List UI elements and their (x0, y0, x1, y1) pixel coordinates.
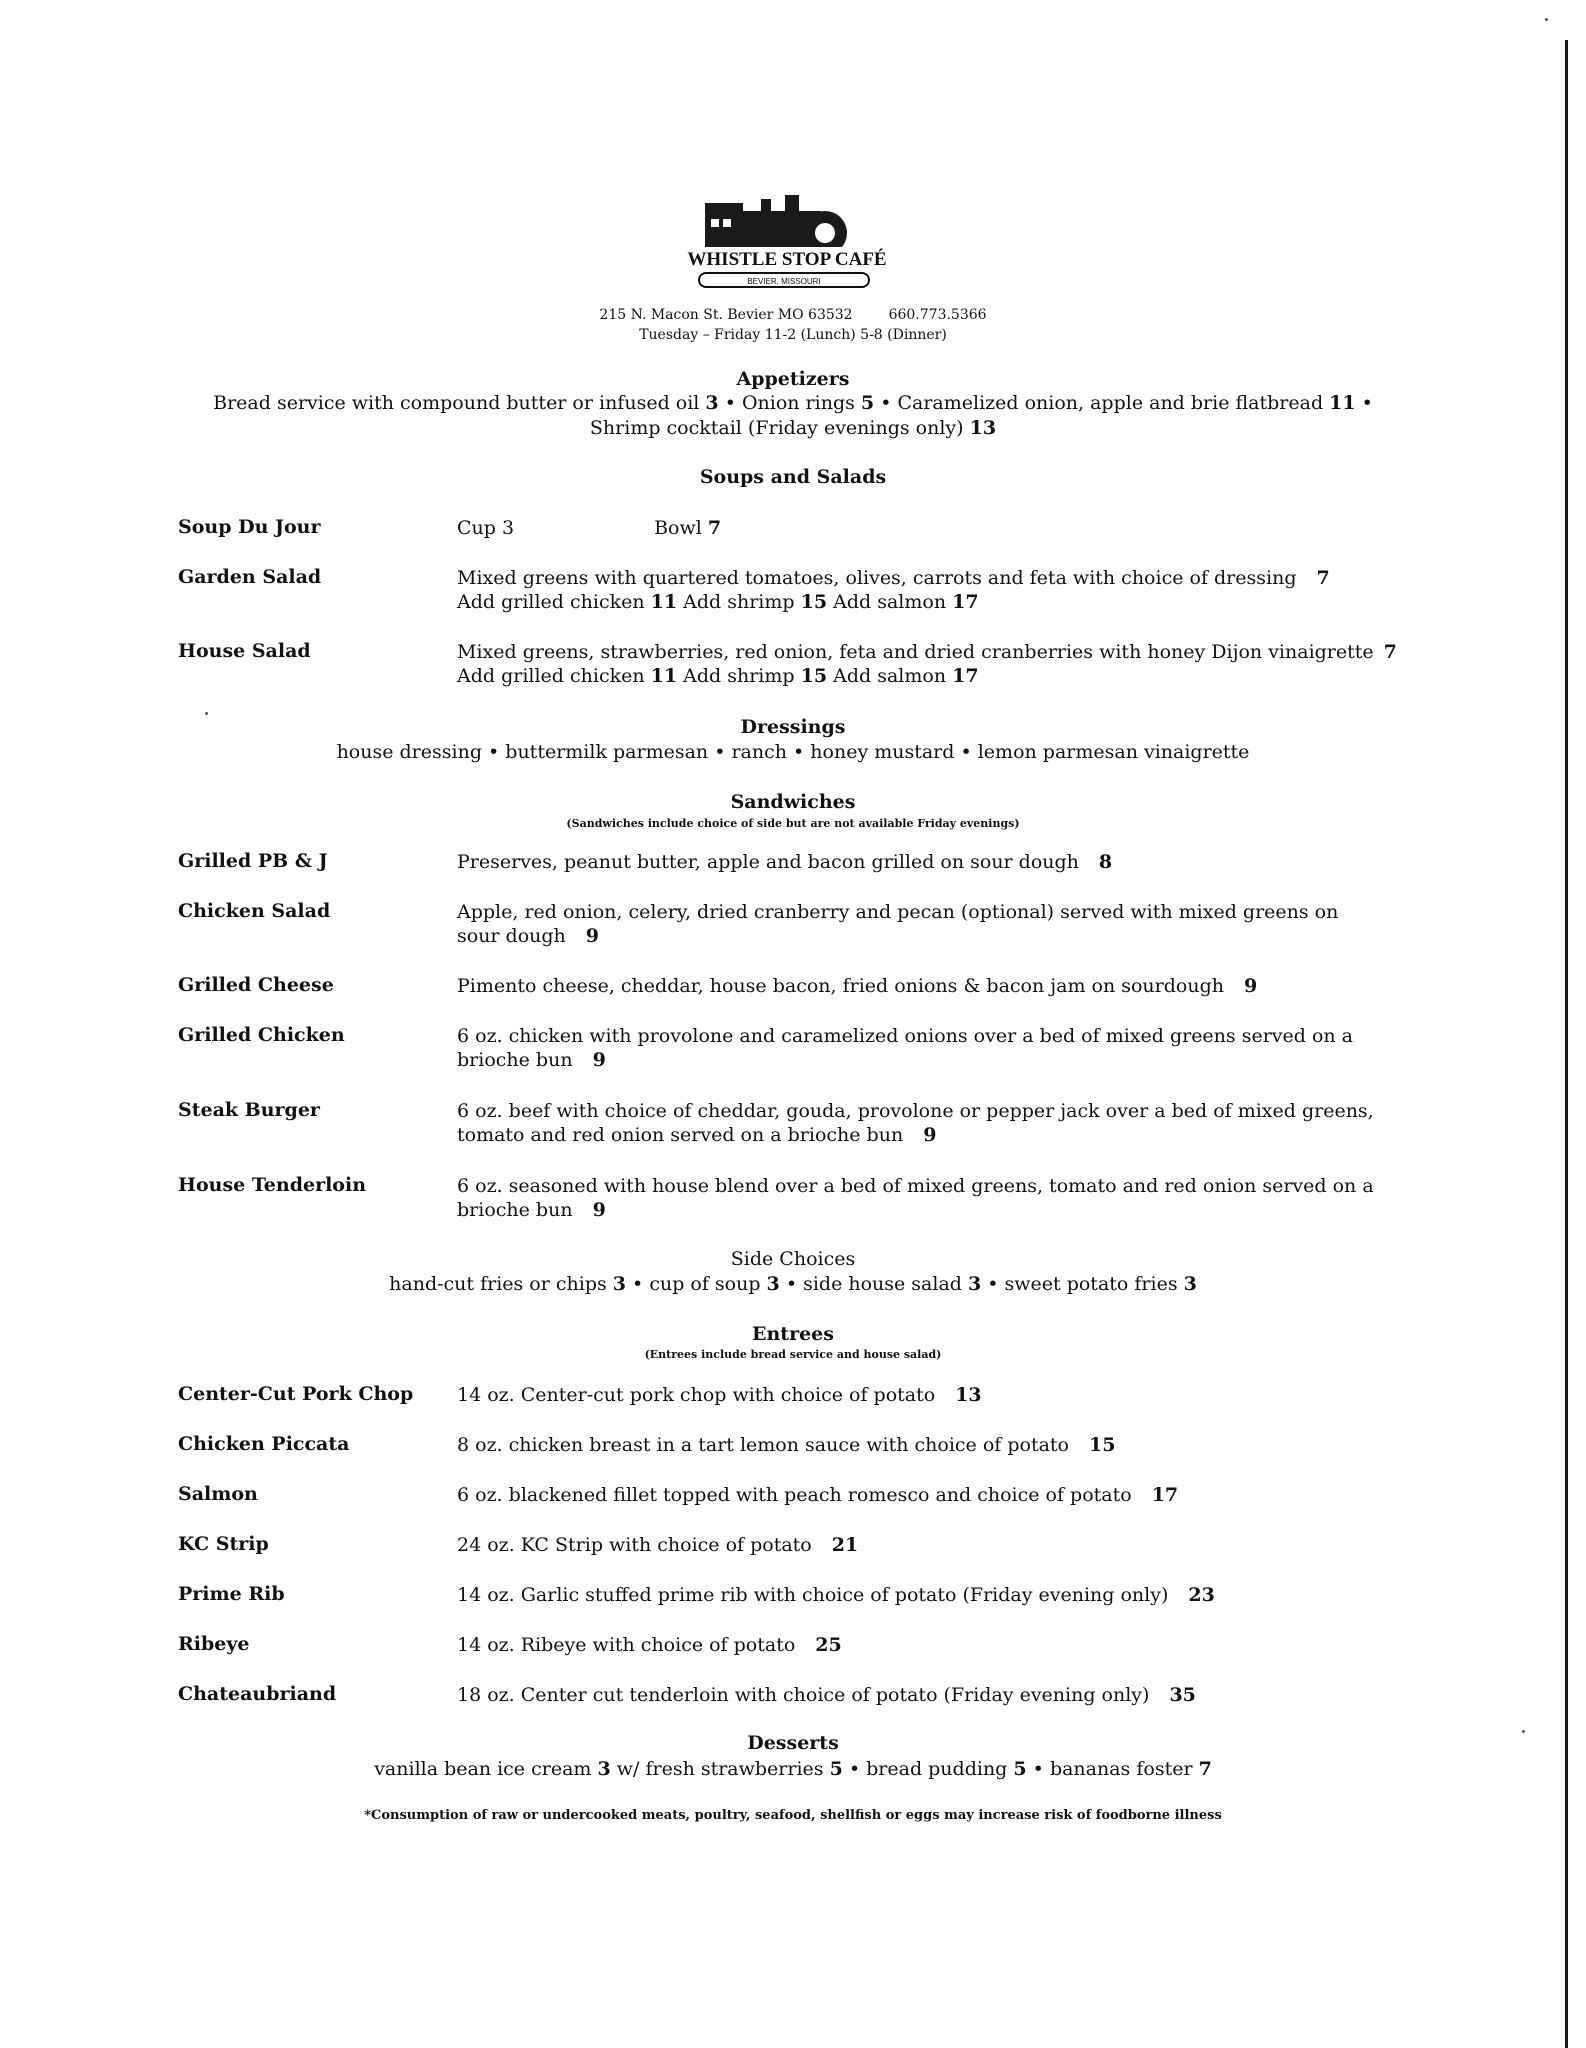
menu-item-name: Prime Rib (178, 1583, 285, 1605)
menu-item-name: House Tenderloin (178, 1174, 367, 1196)
menu-item-name: Salmon (178, 1483, 258, 1505)
sides-list: hand-cut fries or chips 3 • cup of soup 3 • side house salad 3 • sweet potato fries 3 (389, 1273, 1197, 1295)
menu-item-desc: 6 oz. beef with choice of cheddar, gouda, provolone or pepper jack over a bed of mixed greens, tomato and red onion served on a brioche bun 9 (457, 1100, 1374, 1146)
logo-subtitle: BEVIER, MISSOURI (747, 277, 821, 286)
garden-salad-name: Garden Salad (178, 566, 322, 588)
address-line (0, 307, 1586, 323)
soup-prices: Cup 3 Bowl 7 (457, 517, 722, 539)
train-logo (665, 185, 905, 295)
appetizers-line-1: Bread service with compound butter or infused oil 3 • Onion rings 5 • Caramelized onion, apple and brie flatbread 11 • (213, 392, 1373, 414)
menu-item-desc: 6 oz. chicken with provolone and caramelized onions over a bed of mixed greens served on a brioche bun 9 (457, 1025, 1354, 1071)
sandwiches-title: Sandwiches (730, 791, 856, 813)
house-salad-name: House Salad (178, 640, 311, 662)
menu-item-desc: 6 oz. seasoned with house blend over a bed of mixed greens, tomato and red onion served on a brioche bun 9 (457, 1175, 1374, 1221)
menu-item-desc: 14 oz. Garlic stuffed prime rib with choice of potato (Friday evening only) 23 (457, 1584, 1215, 1606)
entrees-title: Entrees (752, 1323, 834, 1345)
food-safety-warning: *Consumption of raw or undercooked meats, poultry, seafood, shellfish or eggs may increase risk of foodborne illness (364, 1808, 1222, 1823)
menu-item-desc: 24 oz. KC Strip with choice of potato 21 (457, 1534, 859, 1556)
menu-item-name: Grilled Chicken (178, 1024, 345, 1046)
sides-title: Side Choices (730, 1248, 856, 1270)
house-salad-desc: Mixed greens, strawberries, red onion, feta and dried cranberries with honey Dijon vinaigrette 7 Add grilled chicken 11 Add shrimp 15 Add salmon 17 (457, 641, 1397, 687)
desserts-list: vanilla bean ice cream 3 w/ fresh strawberries 5 • bread pudding 5 • bananas foster 7 (374, 1758, 1212, 1780)
menu-item-name: Ribeye (178, 1633, 250, 1655)
desserts-title: Desserts (747, 1732, 839, 1754)
soups-salads-title: Soups and Salads (699, 466, 887, 488)
menu-item-desc: Pimento cheese, cheddar, house bacon, fried onions & bacon jam on sourdough 9 (457, 975, 1258, 997)
sandwiches-note: (Sandwiches include choice of side but are not available Friday evenings) (566, 817, 1020, 830)
menu-item-name: Grilled Cheese (178, 974, 334, 996)
hours: Tuesday – Friday 11-2 (Lunch) 5-8 (Dinner) (639, 327, 947, 343)
garden-salad-desc: Mixed greens with quartered tomatoes, olives, carrots and feta with choice of dressing 7 Add grilled chicken 11 Add shrimp 15 Add salmon 17 (457, 567, 1330, 613)
menu-item-desc: 8 oz. chicken breast in a tart lemon sauce with choice of potato 15 (457, 1434, 1116, 1456)
menu-item-name: Chicken Salad (178, 900, 331, 922)
dressings-list: house dressing • buttermilk parmesan • ranch • honey mustard • lemon parmesan vinaigrette (336, 741, 1250, 763)
menu-item-name: Chicken Piccata (178, 1433, 350, 1455)
menu-item-name: Chateaubriand (178, 1683, 337, 1705)
menu-item-name: Steak Burger (178, 1099, 320, 1121)
menu-item-name: Grilled PB & J (178, 850, 328, 872)
entrees-note: (Entrees include bread service and house salad) (644, 1348, 942, 1361)
address: 215 N. Macon St. Bevier MO 63532 (599, 307, 853, 323)
menu-item-desc: 14 oz. Ribeye with choice of potato 25 (457, 1634, 842, 1656)
menu-item-desc: 6 oz. blackened fillet topped with peach romesco and choice of potato 17 (457, 1484, 1179, 1506)
menu-item-desc: 14 oz. Center-cut pork chop with choice of potato 13 (457, 1384, 982, 1406)
menu-item-name: KC Strip (178, 1533, 269, 1555)
dressings-title: Dressings (740, 716, 846, 738)
scan-speck (1545, 18, 1548, 21)
menu-item-desc: Apple, red onion, celery, dried cranberry and pecan (optional) served with mixed greens on sour dough 9 (457, 901, 1339, 947)
scan-speck (205, 712, 208, 715)
soup-name: Soup Du Jour (178, 516, 321, 538)
appetizers-line-2: Shrimp cocktail (Friday evenings only) 13 (589, 417, 997, 439)
appetizers-title: Appetizers (736, 368, 850, 390)
menu-item-name: Center-Cut Pork Chop (178, 1383, 414, 1405)
phone: 660.773.5366 (888, 307, 987, 323)
menu-item-desc: 18 oz. Center cut tenderloin with choice of potato (Friday evening only) 35 (457, 1684, 1196, 1706)
menu-item-desc: Preserves, peanut butter, apple and bacon grilled on sour dough 8 (457, 851, 1113, 873)
logo-title: WHISTLE STOP CAFÉ (687, 249, 887, 270)
